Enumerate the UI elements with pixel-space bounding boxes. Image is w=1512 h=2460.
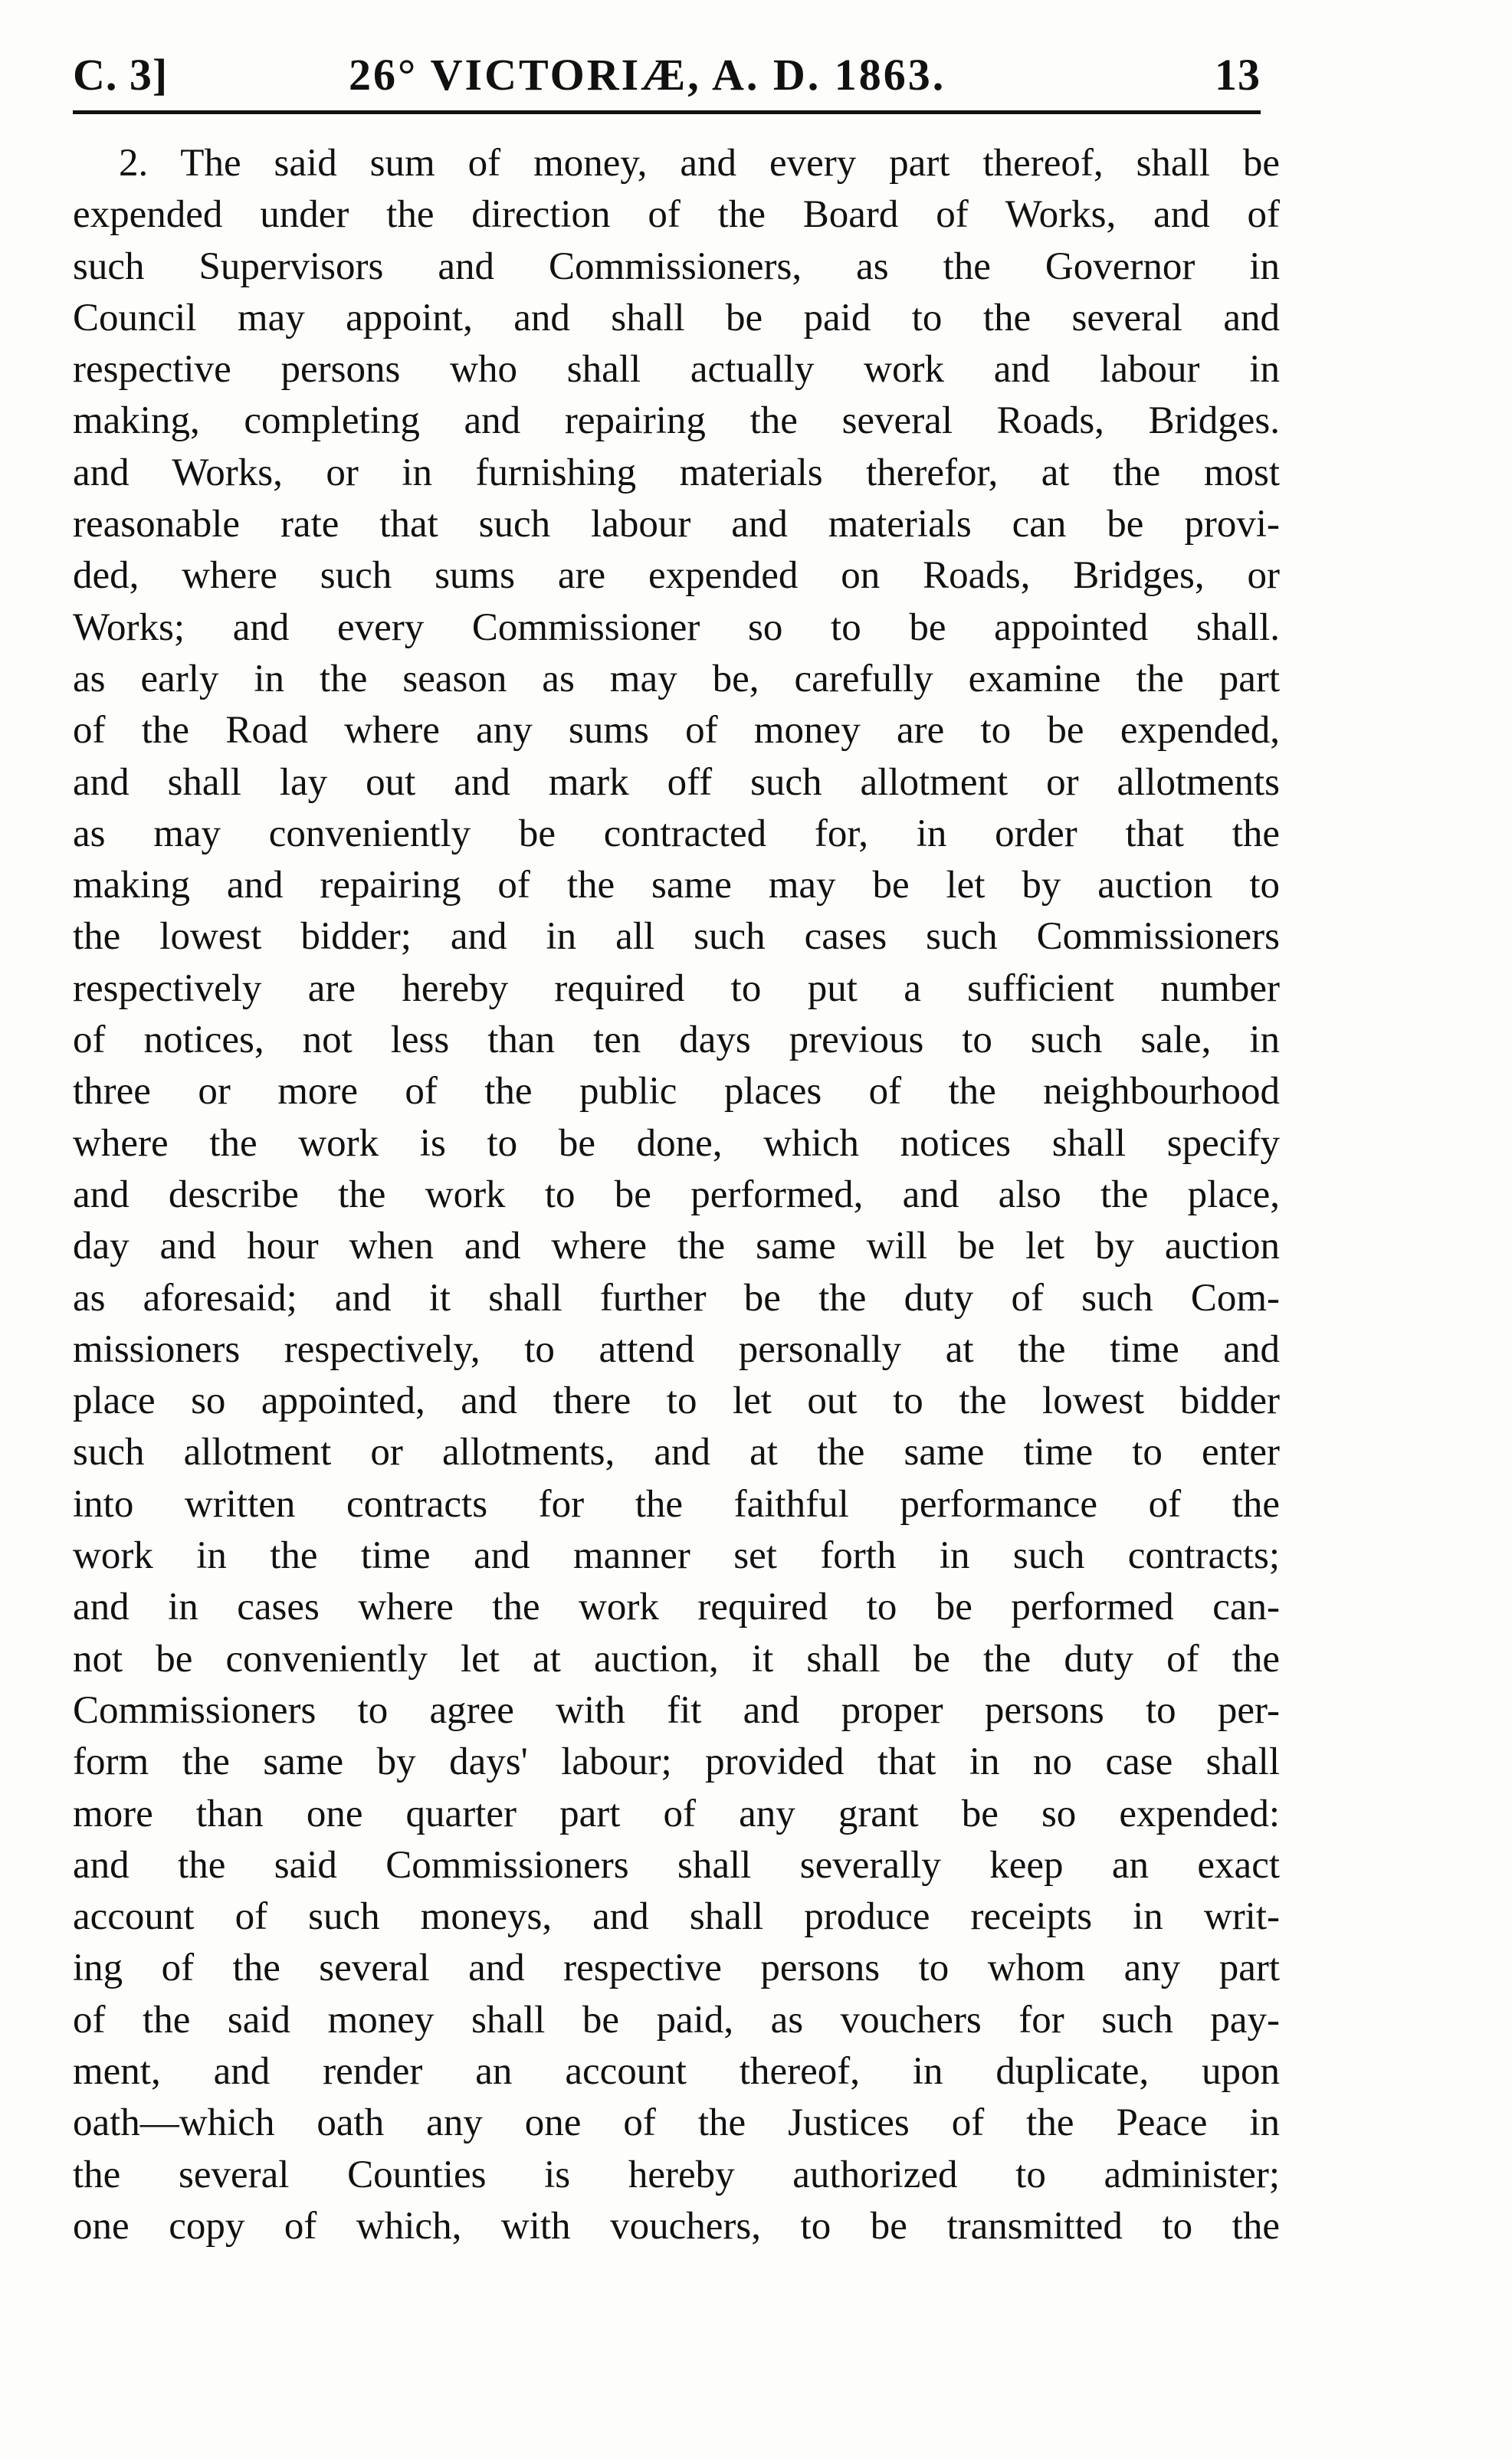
text-line: three or more of the public places of the neighbourhood <box>73 1070 1280 1114</box>
text-line: making, completing and repairing the several Roads, Bridges. <box>73 399 1280 443</box>
page-header <box>73 44 1261 106</box>
text-line: account of such moneys, and shall produce receipts in writ- <box>73 1895 1280 1939</box>
text-line: and describe the work to be performed, and also the place, <box>73 1173 1280 1216</box>
text-line: ing of the several and respective persons to whom any part <box>73 1947 1280 1990</box>
text-line: making and repairing of the same may be let by auction to <box>73 864 1280 907</box>
text-line: of the said money shall be paid, as vouchers for such pay- <box>73 1998 1280 2042</box>
text-line: of notices, not less than ten days previous to such sale, in <box>73 1018 1280 1062</box>
text-line: place so appointed, and there to let out to the lowest bidder <box>73 1379 1280 1423</box>
text-line: and the said Commissioners shall severally keep an exact <box>73 1843 1280 1887</box>
text-line: Works; and every Commissioner so to be appointed shall. <box>73 605 1280 649</box>
page-number: 13 <box>1215 50 1261 100</box>
text-line: and shall lay out and mark off such allotment or allotments <box>73 760 1280 804</box>
text-line: form the same by days' labour; provided that in no case shall <box>73 1740 1280 1784</box>
text-line: oath—which oath any one of the Justices of the Peace in <box>73 2101 1280 2145</box>
text-line: as aforesaid; and it shall further be the duty of such Com- <box>73 1276 1280 1320</box>
text-line: ment, and render an account thereof, in duplicate, upon <box>73 2049 1280 2093</box>
section-2-text <box>73 138 1280 2252</box>
text-line: reasonable rate that such labour and materials can be provi- <box>73 503 1280 546</box>
text-line: not be conveniently let at auction, it shall be the duty of the <box>73 1637 1280 1681</box>
text-line: the lowest bidder; and in all such cases such Commissioners <box>73 915 1280 959</box>
text-line: as early in the season as may be, carefully examine the part <box>73 657 1280 700</box>
text-line: and Works, or in furnishing materials therefor, at the most <box>73 451 1280 494</box>
text-line: as may conveniently be contracted for, in order that the <box>73 812 1280 855</box>
text-line: such allotment or allotments, and at the same time to enter <box>73 1431 1280 1474</box>
text-line: into written contracts for the faithful performance of the <box>73 1482 1280 1526</box>
text-line: Commissioners to agree with fit and proper persons to per- <box>73 1688 1280 1732</box>
text-line: respective persons who shall actually work and labour in <box>73 348 1280 392</box>
chapter-reference: C. 3] <box>73 50 169 100</box>
text-line: one copy of which, with vouchers, to be transmitted to the <box>73 2204 1280 2248</box>
running-title: 26° VICTORIÆ, A. D. 1863. <box>349 50 946 100</box>
text-line: respectively are hereby required to put a sufficient number <box>73 966 1280 1010</box>
text-line: of the Road where any sums of money are to be expended, <box>73 709 1280 753</box>
text-line: missioners respectively, to attend personally at the time and <box>73 1327 1280 1371</box>
text-line: day and hour when and where the same will be let by auction <box>73 1225 1280 1268</box>
text-line: work in the time and manner set forth in such contracts; <box>73 1534 1280 1578</box>
text-line: and in cases where the work required to be performed can- <box>73 1586 1280 1629</box>
text-line: where the work is to be done, which notices shall specify <box>73 1121 1280 1165</box>
text-line: Council may appoint, and shall be paid to the several and <box>73 296 1280 339</box>
text-line: 2. The said sum of money, and every part thereof, shall be <box>119 142 1280 185</box>
text-line: expended under the direction of the Board of Works, and of <box>73 193 1280 237</box>
text-line: ded, where such sums are expended on Roads, Bridges, or <box>73 554 1280 598</box>
header-rule <box>73 110 1261 114</box>
text-line: such Supervisors and Commissioners, as the Governor in <box>73 244 1280 288</box>
text-line: the several Counties is hereby authorized to administer; <box>73 2153 1280 2196</box>
text-line: more than one quarter part of any grant be so expended: <box>73 1792 1280 1835</box>
